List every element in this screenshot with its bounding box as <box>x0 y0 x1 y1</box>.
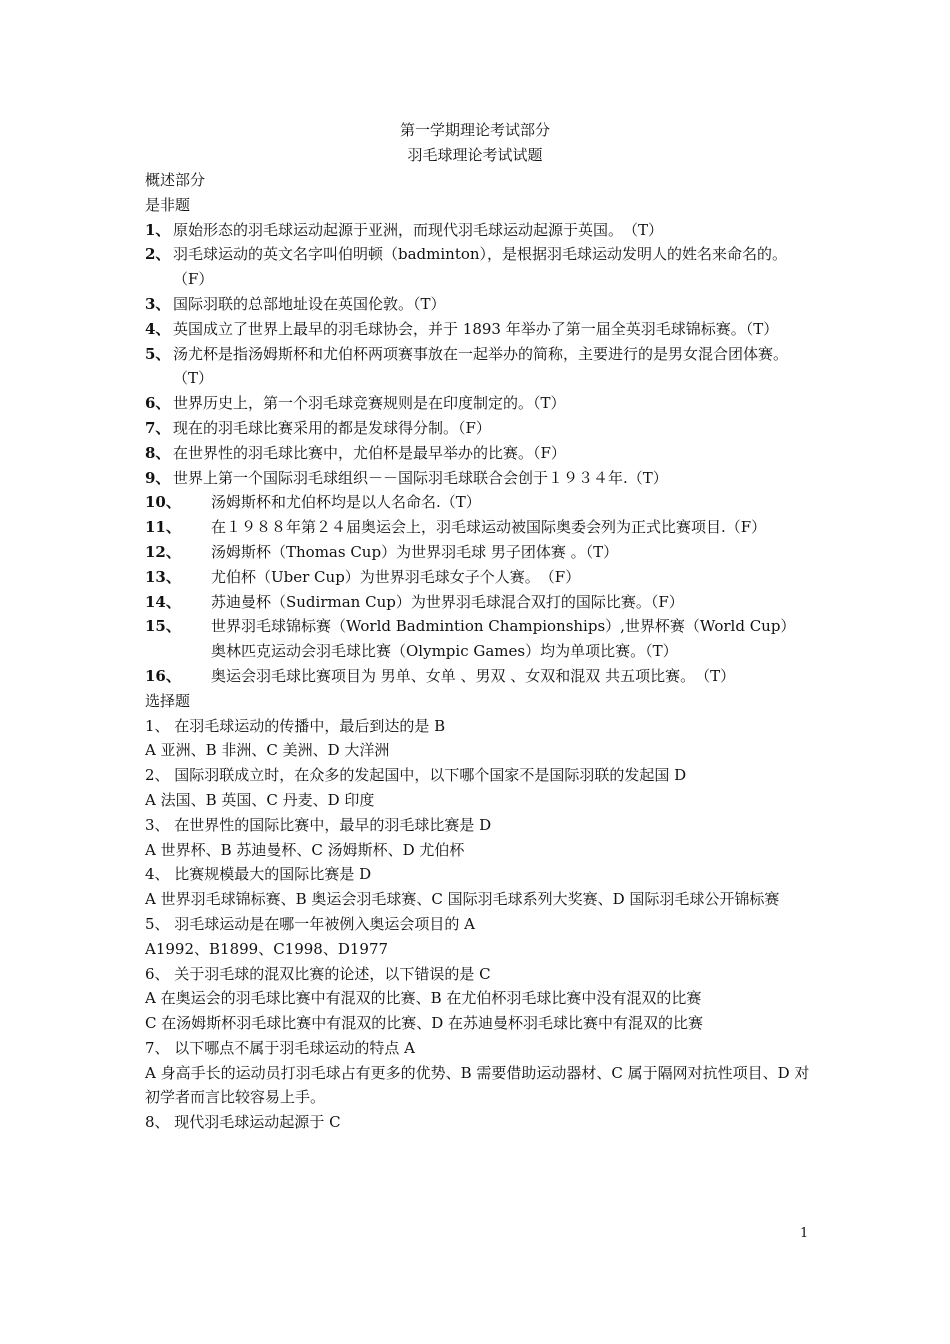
section-heading-choice: 选择题 <box>145 691 191 710</box>
tf-item-text: 奥运会羽毛球比赛项目为 男单、女单 、男双 、女双和混双 共五项比赛。 （T） <box>211 666 736 685</box>
tf-item-number: 4、 <box>145 319 171 338</box>
tf-item-text: 汤姆斯杯（Thomas Cup）为世界羽毛球 男子团体赛 。（T） <box>211 542 619 561</box>
choice-question: 5、 羽毛球运动是在哪一年被例入奥运会项目的 A <box>145 914 475 933</box>
choice-question: 2、 国际羽联成立时，在众多的发起国中，以下哪个国家不是国际羽联的发起国 D <box>145 766 687 785</box>
tf-item <box>145 342 810 392</box>
tf-item <box>145 218 810 243</box>
tf-item-number: 5、 <box>145 344 171 363</box>
tf-item <box>145 590 810 615</box>
choice-options: A 法国、B 英国、C 丹麦、D 印度 <box>145 790 375 809</box>
true-false-list <box>145 218 810 689</box>
tf-item-text: 在世界性的羽毛球比赛中，尤伯杯是最早举办的比赛。（F） <box>173 443 566 462</box>
tf-item-number: 1、 <box>145 220 171 239</box>
tf-item <box>145 614 810 664</box>
page-number: 1 <box>800 1226 809 1241</box>
choice-options: A 在奥运会的羽毛球比赛中有混双的比赛、B 在尤伯杯羽毛球比赛中没有混双的比赛 <box>145 989 702 1008</box>
tf-item-number: 10、 <box>145 493 181 512</box>
tf-item <box>145 292 810 317</box>
tf-item-number: 13、 <box>145 567 181 586</box>
choice-question: 8、 现代羽毛球运动起源于 C <box>145 1113 341 1132</box>
tf-item-text: 汤姆斯杯和尤伯杯均是以人名命名.（T） <box>211 493 481 512</box>
tf-item <box>145 317 810 342</box>
tf-item-text: 世界羽毛球锦标赛（World Badmintion Championships）,世界杯赛（World Cup）奥林匹克运动会羽毛球比赛（Olympic Games）均为单项比赛。（T） <box>211 617 796 661</box>
tf-item-text: 羽毛球运动的英文名字叫伯明顿（badminton），是根据羽毛球运动发明人的姓名来命名的。（F） <box>173 245 788 289</box>
choice-list <box>145 714 810 1136</box>
tf-item <box>145 441 810 466</box>
tf-item-text: 世界历史上，第一个羽毛球竞赛规则是在印度制定的。（T） <box>173 394 566 413</box>
tf-item-text: 现在的羽毛球比赛采用的都是发球得分制。（F） <box>173 418 491 437</box>
tf-item <box>145 242 810 292</box>
document-body <box>145 168 810 1135</box>
tf-item <box>145 565 810 590</box>
tf-item-number: 7、 <box>145 418 171 437</box>
section-heading-overview: 概述部分 <box>145 171 206 189</box>
choice-options: A 世界羽毛球锦标赛、B 奥运会羽毛球赛、C 国际羽毛球系列大奖赛、D 国际羽毛球公开锦标赛 <box>145 890 780 909</box>
tf-item <box>145 515 810 540</box>
tf-item <box>145 416 810 441</box>
tf-item <box>145 664 810 689</box>
choice-question: 7、 以下哪点不属于羽毛球运动的特点 A <box>145 1038 415 1057</box>
tf-item-text: 苏迪曼杯（Sudirman Cup）为世界羽毛球混合双打的国际比赛。（F） <box>211 592 684 611</box>
section-heading-true-false: 是非题 <box>145 195 191 214</box>
tf-item <box>145 391 810 416</box>
exam-subtitle: 羽毛球理论考试试题 <box>407 146 543 164</box>
tf-item-text: 原始形态的羽毛球运动起源于亚洲，而现代羽毛球运动起源于英国。 （T） <box>173 220 664 239</box>
choice-options: A 身高手长的运动员打羽毛球占有更多的优势、B 需要借助运动器材、C 属于隔网对抗性项目、D 对初学者而言比较容易上手。 <box>145 1063 810 1107</box>
tf-item-text: 在１９８８年第２４届奥运会上，羽毛球运动被国际奥委会列为正式比赛项目.（F） <box>211 518 767 537</box>
tf-item-text: 英国成立了世界上最早的羽毛球协会，并于 1893 年举办了第一届全英羽毛球锦标赛。（T） <box>173 319 779 338</box>
tf-item-text: 汤尤杯是指汤姆斯杯和尤伯杯两项赛事放在一起举办的简称，主要进行的是男女混合团体赛。（T） <box>173 344 789 388</box>
exam-title: 第一学期理论考试部分 <box>399 121 550 139</box>
choice-options: A1992、B1899、C1998、D1977 <box>145 939 389 958</box>
choice-options: A 亚洲、B 非洲、C 美洲、D 大洋洲 <box>145 741 390 760</box>
tf-item-text: 尤伯杯（Uber Cup）为世界羽毛球女子个人赛。 （F） <box>211 567 581 586</box>
tf-item-text: 世界上第一个国际羽毛球组织－－国际羽毛球联合会创于１９３４年.（T） <box>173 468 668 487</box>
choice-question: 1、 在羽毛球运动的传播中，最后到达的是 B <box>145 716 446 735</box>
tf-item-number: 14、 <box>145 592 181 611</box>
tf-item-number: 8、 <box>145 443 171 462</box>
choice-question: 3、 在世界性的国际比赛中，最早的羽毛球比赛是 D <box>145 815 492 834</box>
tf-item-number: 11、 <box>145 518 181 537</box>
choice-question: 6、 关于羽毛球的混双比赛的论述，以下错误的是 C <box>145 964 491 983</box>
title-block <box>0 118 950 168</box>
choice-question: 4、 比赛规模最大的国际比赛是 D <box>145 865 372 884</box>
tf-item <box>145 540 810 565</box>
tf-item-number: 16、 <box>145 666 181 685</box>
tf-item-number: 3、 <box>145 294 171 313</box>
choice-options: C 在汤姆斯杯羽毛球比赛中有混双的比赛、D 在苏迪曼杯羽毛球比赛中有混双的比赛 <box>145 1014 704 1033</box>
tf-item-text: 国际羽联的总部地址设在英国伦敦。（T） <box>173 294 446 313</box>
tf-item-number: 6、 <box>145 394 171 413</box>
tf-item-number: 2、 <box>145 245 171 264</box>
tf-item <box>145 490 810 515</box>
tf-item-number: 9、 <box>145 468 171 487</box>
tf-item <box>145 466 810 491</box>
choice-options: A 世界杯、B 苏迪曼杯、C 汤姆斯杯、D 尤伯杯 <box>145 840 465 859</box>
tf-item-number: 15、 <box>145 617 181 636</box>
tf-item-number: 12、 <box>145 542 181 561</box>
